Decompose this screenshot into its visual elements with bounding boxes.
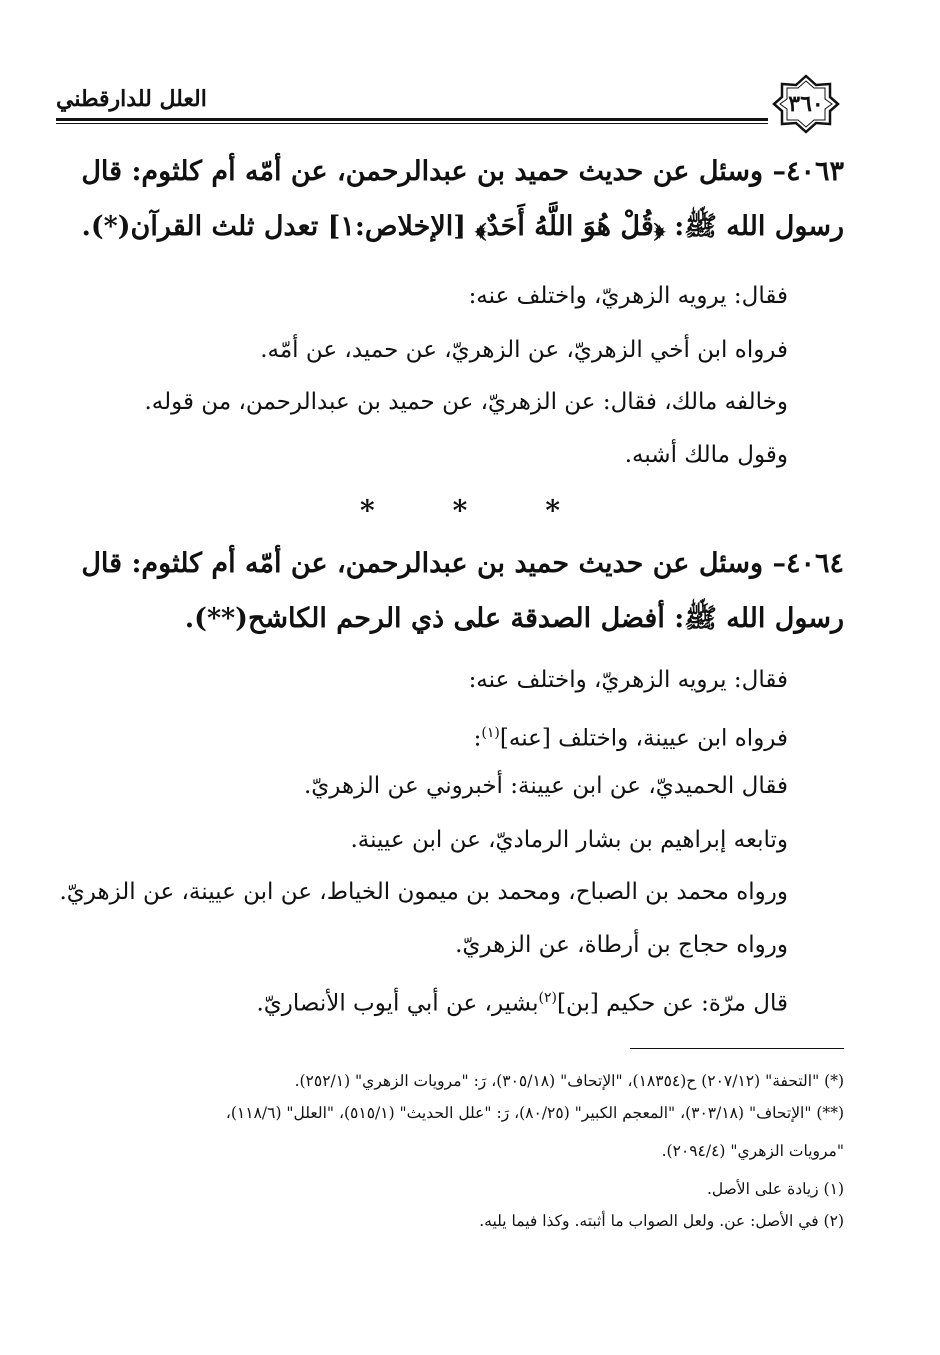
separator-star: *: [545, 494, 560, 527]
text-fragment: بشير، عن أبي أيوب الأنصاريّ.: [256, 990, 539, 1017]
text-line: فرواه ابن أخي الزهريّ، عن الزهريّ، عن حميد، عن أمّه.: [260, 337, 788, 363]
page-number: ٣٦٠: [788, 91, 824, 117]
text-line: [474, 719, 788, 753]
text-fragment: :: [473, 725, 482, 752]
entry-number: ٤٠٦٤: [785, 548, 844, 579]
entry-heading-text: – وسئل عن حديث حميد بن عبدالرحمن، عن أمّه أم كلثوم: قال: [81, 548, 786, 579]
entry-heading-line: [74, 536, 844, 591]
separator-star: *: [360, 494, 375, 527]
text-line: ورواه حجاج بن أرطاة، عن الزهريّ.: [455, 932, 788, 958]
running-title: العلل للدارقطني: [56, 86, 207, 112]
text-line: فقال الحميديّ، عن ابن عيينة: أخبروني عن الزهريّ.: [303, 773, 788, 799]
footnote: (**) "الإتحاف" (٣٠٣/١٨)، "المعجم الكبير" (٨٠/٢٥)، رَ: "علل الحديث" (٥١٥/١)، "العلل" (١١٨/٦)،: [225, 1104, 844, 1122]
header-rule: [56, 118, 768, 121]
text-line: فقال: يرويه الزهريّ، واختلف عنه:: [468, 283, 788, 309]
entry-number: ٤٠٦٣: [785, 156, 844, 187]
text-line: وخالفه مالك، فقال: عن الزهريّ، عن حميد بن عبدالرحمن، من قوله.: [144, 389, 788, 415]
footnote: (*) "التحفة" (٢٠٧/١٢) ح(١٨٣٥٤)، "الإتحاف" (٣٠٥/١٨)، رَ: "مرويات الزهري" (٢٥٢/١).: [294, 1072, 844, 1090]
separator-star: *: [452, 494, 468, 527]
footnote-marker: (١): [481, 725, 500, 741]
footnote-marker: (٢): [538, 990, 557, 1006]
entry-heading-text: – وسئل عن حديث حميد بن عبدالرحمن، عن أمّه أم كلثوم: قال: [81, 156, 786, 187]
entry-heading-4064: [74, 536, 844, 646]
footnote: (٢) في الأصل: عن. ولعل الصواب ما أثبته. وكذا فيما يليه.: [479, 1212, 844, 1230]
text-line: [256, 984, 788, 1018]
entry-heading-4063: [74, 144, 844, 254]
page-header: [56, 74, 840, 144]
text-line: ورواه محمد بن الصباح، ومحمد بن ميمون الخياط، عن ابن عيينة، عن الزهريّ.: [59, 879, 788, 905]
text-line: وقول مالك أشبه.: [624, 442, 788, 468]
text-fragment: فرواه ابن عيينة، واختلف [عنه]: [499, 725, 788, 752]
entry-heading-line: [74, 144, 844, 199]
footnote: (١) زيادة على الأصل.: [706, 1180, 844, 1198]
text-line: وتابعه إبراهيم بن بشار الرماديّ، عن ابن عيينة.: [350, 827, 788, 853]
header-rule-thin: [56, 123, 768, 124]
section-separator: [360, 494, 560, 527]
footnote-rule: [630, 1048, 844, 1049]
text-line: فقال: يرويه الزهريّ، واختلف عنه:: [468, 667, 788, 693]
entry-heading-line: رسول الله ﷺ: أفضل الصدقة على ذي الرحم الكاشح(**).: [184, 603, 844, 634]
entry-heading-line: رسول الله ﷺ: ﴿قُلْ هُوَ اللَّهُ أَحَدٌ﴾ [الإخلاص:١] تعدل ثلث القرآن(*).: [81, 211, 844, 242]
footnote: "مرويات الزهري" (٢٠٩٤/٤).: [661, 1142, 844, 1160]
page-number-badge: [772, 74, 840, 134]
text-fragment: قال مرّة: عن حكيم [بن]: [556, 990, 788, 1017]
